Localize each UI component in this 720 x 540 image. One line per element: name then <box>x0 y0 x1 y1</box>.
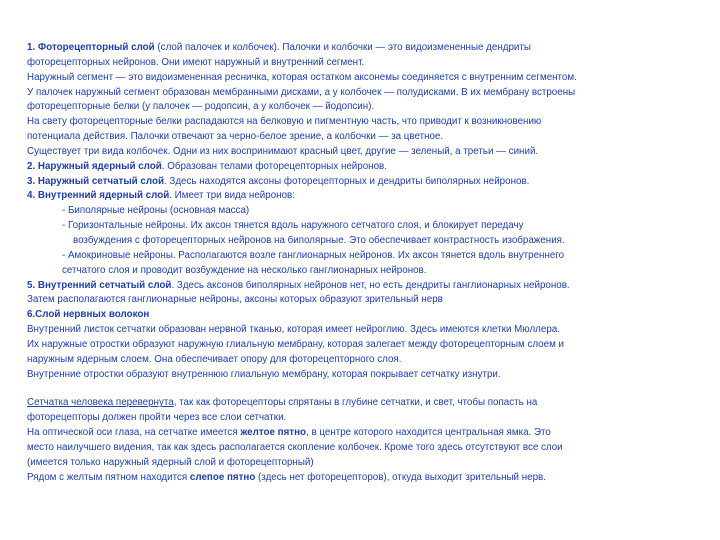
paragraph-text: . Образован телами фоторецепторных нейронов. <box>161 160 387 172</box>
list-item-amacrine: - Амокриновые нейроны. Располагаются возле ганглионарных нейронов. Их аксон тянется вдоль внутреннего <box>62 249 565 261</box>
paragraph-text: Рядом с желтым пятном находится <box>27 471 190 483</box>
paragraph-line: Существует три вида колбочек. Одни из них воспринимают красный цвет, другие — зеленый, а третьи — синий. <box>27 145 539 157</box>
yellow-spot-line <box>27 426 697 441</box>
paragraph-line: потенциала действия. Палочки отвечают за черно-белое зрение, а колбочки — за цветное. <box>27 131 444 143</box>
list-item-bipolar: - Биполярные нейроны (основная масса) <box>62 205 250 217</box>
blind-spot-line <box>27 471 697 486</box>
paragraph-line: фоторецепторы должен пройти через все слои сетчатки. <box>27 412 287 424</box>
paragraph-text: . Здесь находятся аксоны фоторецепторных и дендриты биполярных нейронов. <box>163 175 530 187</box>
paragraph-text: (здесь нет фоторецепторов), откуда выходит зрительный нерв. <box>255 471 546 483</box>
paragraph-line: (имеется только наружный ядерный слой и фоторецепторный) <box>27 456 314 468</box>
section-inner-plexiform-line <box>27 279 697 294</box>
paragraph-line: наружным ядерным слоем. Она обеспечивает опору для фоторецепторного слоя. <box>27 353 402 365</box>
paragraph-line: На свету фоторецепторные белки распадаются на белковую и пигментную часть, что приводит к возникновению <box>27 116 542 128</box>
paragraph-line: Наружный сегмент — это видоизмененная ресничка, которая остатком аксонемы соединяется с внутренним сегментом. <box>27 71 577 83</box>
paragraph-text: На оптической оси глаза, на сетчатке имеется <box>27 427 241 439</box>
paragraph-line: Внутренний листок сетчатки образован нервной тканью, которая имеет нейроглию. Здесь имеются клетки Мюллера. <box>27 324 560 336</box>
section-heading: 5. Внутренний сетчатый слой <box>27 279 172 291</box>
bold-term: желтое пятно <box>240 427 307 439</box>
paragraph-line: фоторецепторных нейронов. Они имеют наружный и внутренний сегмент. <box>27 56 365 68</box>
section-inner-nuclear-line <box>27 189 697 204</box>
section-heading: 3. Наружный сетчатый слой <box>27 175 164 187</box>
paragraph-line: У палочек наружный сегмент образован мембранными дисками, а у колбочек — полудисками. В их мембрану встроены <box>27 86 576 98</box>
bold-term: слепое пятно <box>189 471 256 483</box>
paragraph-line: Затем располагаются ганглионарные нейроны, аксоны которых образуют зрительный нерв <box>27 294 443 306</box>
list-item-horizontal-cont: возбуждения с фоторецепторных нейронов на биполярные. Это обеспечивает контрастность изображения. <box>73 234 565 246</box>
section-outer-plexiform-line <box>27 175 697 190</box>
paragraph-line: место наилучшего видения, так как здесь располагается скопление колбочек. Кроме того здесь отсутствуют все слои <box>27 441 563 453</box>
document-body <box>27 41 697 485</box>
section-heading: 6.Слой нервных волокон <box>27 309 150 321</box>
section-heading: 2. Наружный ядерный слой <box>27 160 162 172</box>
inverted-retina-line <box>27 396 697 411</box>
section-photoreceptor-heading-line <box>27 41 697 56</box>
underlined-term: Сетчатка человека перевернута <box>27 397 174 409</box>
paragraph-text: , так как фоторецепторы спрятаны в глубине сетчатки, и свет, чтобы попасть на <box>173 397 538 409</box>
section-outer-nuclear-line <box>27 160 697 175</box>
paragraph-text: . Имеет три вида нейронов: <box>169 190 295 202</box>
paragraph-line: Внутренние отростки образуют внутреннюю глиальную мембрану, которая покрывает сетчатку изнутри. <box>27 368 501 380</box>
paragraph-gap <box>27 382 697 396</box>
section-heading: 4. Внутренний ядерный слой <box>27 190 170 202</box>
list-item-amacrine-cont: сетчатого слоя и проводит возбуждение на несколько ганглионарных нейронов. <box>62 264 427 276</box>
section-heading: 1. Фоторецепторный слой <box>27 42 155 53</box>
paragraph-text: . Здесь аксонов биполярных нейронов нет, но есть дендриты ганглионарных нейронов. <box>171 279 570 291</box>
paragraph-text: (слой палочек и колбочек). Палочки и колбочки — это видоизмененные дендриты <box>154 42 531 53</box>
list-item-horizontal: - Горизонтальные нейроны. Их аксон тянется вдоль наружного сетчатого слоя, и блокирует передачу <box>62 220 524 232</box>
paragraph-line: фоторецепторные белки (у палочек — родопсин, а у колбочек — йодопсин). <box>27 101 375 113</box>
paragraph-line: Их наружные отростки образуют наружную глиальную мембрану, которая залегает между фоторецепторным слоем и <box>27 338 565 350</box>
paragraph-text: , в центре которого находится центральная ямка. Это <box>306 427 551 439</box>
